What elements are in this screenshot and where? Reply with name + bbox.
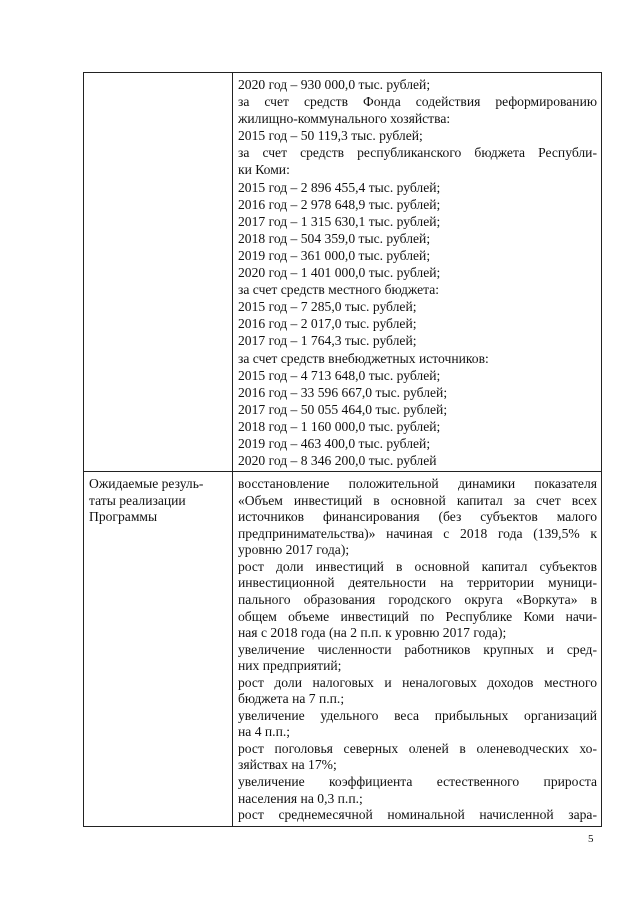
text-line: пального образования городского округа «Воркута» в (238, 591, 597, 607)
text-line: Ожидаемые резуль- (89, 476, 204, 492)
text-line: 2017 год – 1 764,3 тыс. рублей; (238, 333, 417, 349)
text-line: уровню 2017 года); (238, 542, 350, 558)
text-line: на 4 п.п.; (238, 724, 291, 740)
text-line: 2015 год – 7 285,0 тыс. рублей; (238, 299, 417, 315)
results-text (233, 472, 601, 825)
program-passport-table (83, 72, 602, 827)
text-line: 2020 год – 930 000,0 тыс. рублей; (238, 77, 431, 92)
funding-label-cell (84, 73, 233, 472)
funding-cell (233, 73, 602, 472)
text-line: 2018 год – 504 359,0 тыс. рублей; (238, 230, 431, 246)
text-line: общем объеме инвестиций по Республике Коми начи- (238, 608, 597, 624)
text-line: восстановление положительной динамики показателя (238, 476, 597, 492)
text-line: 2018 год – 1 160 000,0 тыс. рублей; (238, 418, 441, 434)
text-line: 2015 год – 4 713 648,0 тыс. рублей; (238, 367, 441, 383)
text-line: жилищно-коммунального хозяйства: (238, 111, 451, 127)
text-line: «Объем инвестиций в основной капитал за счет всех (238, 492, 597, 508)
text-line: увеличение численности работников крупных и сред- (238, 641, 597, 657)
text-line: рост поголовья северных оленей в оленеводческих хо- (238, 740, 597, 756)
text-line: за счет средств Фонда содействия реформированию (238, 94, 597, 110)
funding-text (233, 73, 601, 471)
text-line: ная с 2018 года (на 2 п.п. к уровню 2017 года); (238, 625, 507, 641)
text-line: 2020 год – 8 346 200,0 тыс. рублей (238, 453, 437, 469)
text-line: 2015 год – 50 119,3 тыс. рублей; (238, 128, 423, 144)
text-line: 2017 год – 1 315 630,1 тыс. рублей; (238, 213, 441, 229)
text-line: предпринимательства)» начиная с 2018 года (139,5% к (238, 525, 597, 541)
results-label-cell (84, 472, 233, 826)
text-line: таты реализации (89, 492, 186, 508)
text-line: бюджета на 7 п.п.; (238, 691, 345, 707)
text-line: инвестиционной деятельности на территории муници- (238, 575, 597, 591)
results-label (84, 472, 232, 528)
text-line: рост среднемесячной номинальной начисленной зара- (238, 807, 597, 823)
text-line: Программы (89, 509, 158, 525)
text-line: за счет средств местного бюджета: (238, 282, 440, 298)
text-line: за счет средств республиканского бюджета Республи- (238, 145, 597, 161)
page-number: 5 (588, 833, 594, 845)
text-line: 2015 год – 2 896 455,4 тыс. рублей; (238, 179, 441, 195)
text-line: увеличение удельного веса прибыльных организаций (238, 707, 597, 723)
text-line: них предприятий; (238, 658, 342, 674)
funding-row (84, 73, 602, 472)
text-line: 2016 год – 33 596 667,0 тыс. рублей; (238, 384, 448, 400)
text-line: 2017 год – 50 055 464,0 тыс. рублей; (238, 401, 448, 417)
text-line: рост доли инвестиций в основной капитал субъектов (238, 558, 597, 574)
text-line: населения на 0,3 п.п.; (238, 790, 363, 806)
results-cell (233, 472, 602, 826)
text-line: увеличение коэффициента естественного прироста (238, 774, 597, 789)
text-line: ки Коми: (238, 162, 290, 178)
text-line: за счет средств внебюджетных источников: (238, 350, 489, 366)
text-line: 2019 год – 361 000,0 тыс. рублей; (238, 247, 431, 263)
text-line: рост доли налоговых и неналоговых доходов местного (238, 674, 597, 690)
text-line: зяйствах на 17%; (238, 757, 337, 773)
text-line: 2019 год – 463 400,0 тыс. рублей; (238, 435, 431, 451)
results-row (84, 472, 602, 826)
text-line: 2016 год – 2 978 648,9 тыс. рублей; (238, 196, 441, 212)
text-line: источников финансирования (без субъектов малого (238, 509, 597, 525)
text-line: 2020 год – 1 401 000,0 тыс. рублей; (238, 265, 441, 281)
text-line: 2016 год – 2 017,0 тыс. рублей; (238, 316, 417, 332)
